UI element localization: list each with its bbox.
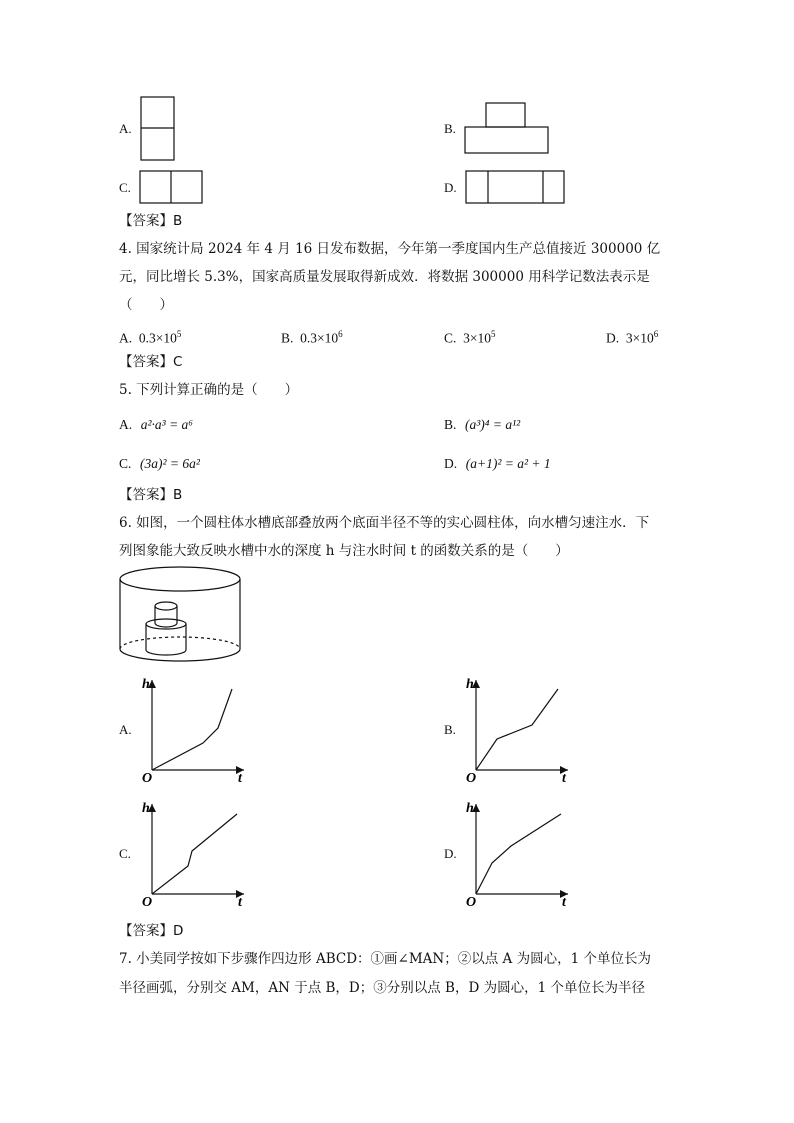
- q3-option-c-figure: [139, 170, 205, 206]
- q4-option-b: B. $0.3\times 10^6$: [281, 329, 343, 346]
- q4-option-a: A. $0.3\times 10^5$: [119, 329, 182, 346]
- q4-stem-line3: （ ）: [119, 297, 173, 313]
- q6-stem-line2: 列图象能大致反映水槽中水的深度 h 与注水时间 t 的函数关系的是（ ）: [119, 543, 569, 559]
- q3-option-d-figure: [465, 170, 567, 206]
- q6-answer: 【答案】D: [119, 923, 184, 939]
- q3-option-b-figure: [464, 102, 552, 156]
- q4-answer: 【答案】C: [119, 354, 183, 370]
- q3-option-a-figure: [140, 96, 176, 162]
- q4-option-d: D. $3\times 10^6$: [606, 329, 659, 346]
- q6-graph-d-o: O: [466, 895, 477, 910]
- q6-graph-d-h: h: [466, 801, 474, 816]
- q5-answer: 【答案】B: [119, 487, 183, 503]
- q6-graph-c-h: h: [142, 801, 150, 816]
- q6-graph-a-label: A.: [119, 722, 132, 737]
- q3-answer: 【答案】B: [119, 213, 183, 229]
- q3-option-c-label: C.: [119, 180, 131, 195]
- q5-option-a: A. a²·a³ = a⁶: [119, 417, 193, 432]
- q6-graph-c-label: C.: [119, 846, 131, 861]
- q6-graph-a-h: h: [142, 677, 150, 692]
- q4-option-c: C. $3\times 10^5$: [444, 329, 496, 346]
- q5-option-c: C. (3a)² = 6a²: [119, 456, 200, 471]
- q6-stem-line1: 6. 如图，一个圆柱体水槽底部叠放两个底面半径不等的实心圆柱体，向水槽匀速注水．下: [119, 515, 650, 531]
- q6-graph-d: [464, 796, 584, 908]
- q6-graph-a-t: t: [238, 771, 242, 786]
- q4-stem-line2: 元，同比增长 5.3%，国家高质量发展取得新成效．将数据 300000 用科学记数法表示是: [119, 269, 650, 285]
- q6-graph-c: [140, 796, 260, 908]
- q6-graph-b: [464, 672, 584, 784]
- q5-option-b: B. (a³)⁴ = a¹²: [444, 417, 521, 432]
- q4-stem-line1: 4. 国家统计局 2024 年 4 月 16 日发布数据，今年第一季度国内生产总值接近 300000 亿: [119, 241, 661, 257]
- q5-option-d: D. (a+1)² = a² + 1: [444, 456, 551, 471]
- q6-graph-b-o: O: [466, 771, 477, 786]
- q6-tank-figure: [118, 565, 244, 667]
- q6-graph-b-t: t: [562, 771, 566, 786]
- q6-graph-a: [140, 672, 260, 784]
- q3-option-d-label: D.: [444, 180, 457, 195]
- q3-option-a-label: A.: [119, 121, 132, 136]
- q5-stem: 5. 下列计算正确的是（ ）: [119, 382, 299, 398]
- q6-graph-b-label: B.: [444, 722, 456, 737]
- q7-stem-line1: 7. 小美同学按如下步骤作四边形 ABCD：①画∠MAN；②以点 A 为圆心，1 个单位长为: [119, 951, 651, 967]
- q6-graph-d-t: t: [562, 895, 566, 910]
- q6-graph-c-o: O: [142, 895, 153, 910]
- q6-graph-b-h: h: [466, 677, 474, 692]
- q6-graph-d-label: D.: [444, 846, 457, 861]
- q6-graph-c-t: t: [238, 895, 242, 910]
- q7-stem-line2: 半径画弧，分别交 AM，AN 于点 B，D；③分别以点 B，D 为圆心，1 个单位长为半径: [119, 980, 645, 996]
- q6-graph-a-o: O: [142, 771, 153, 786]
- q3-option-b-label: B.: [444, 121, 456, 136]
